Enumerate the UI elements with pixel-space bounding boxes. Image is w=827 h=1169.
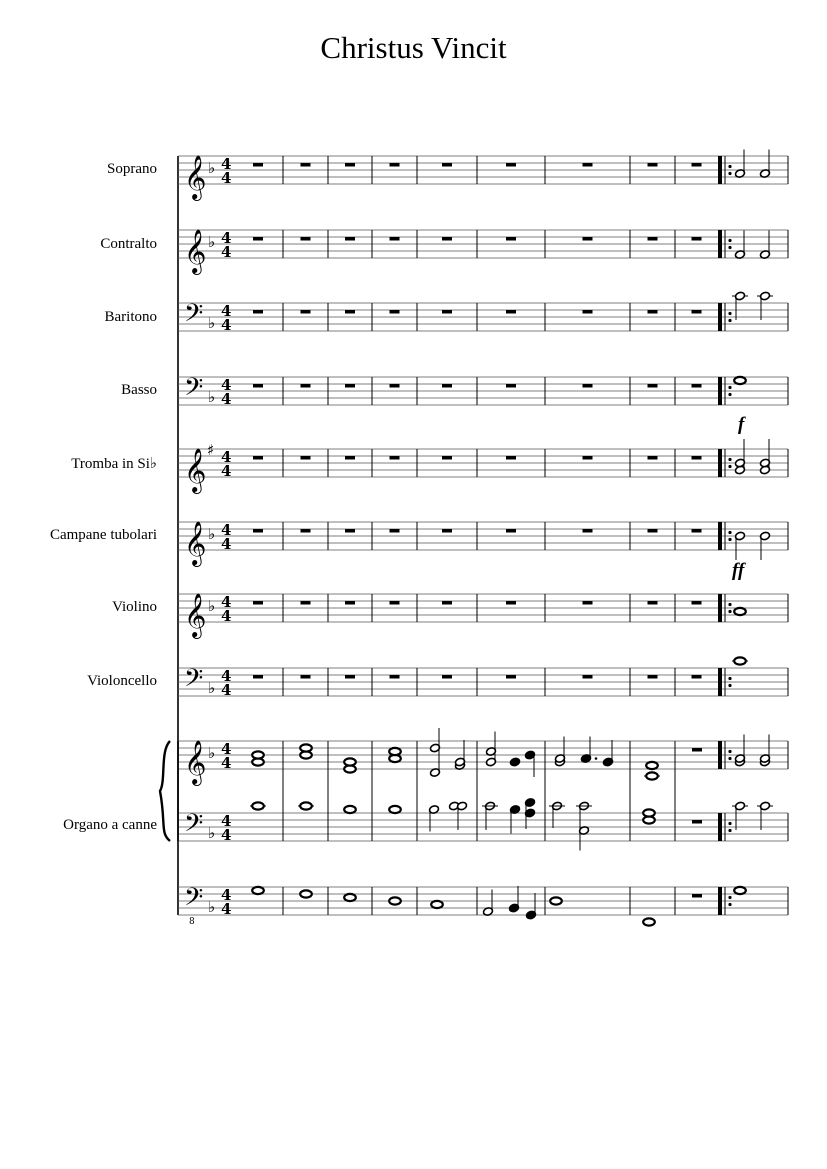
whole-note	[344, 806, 356, 813]
octave-8-mark: 8	[189, 917, 195, 927]
whole-rest	[583, 529, 593, 533]
repeat-dot	[728, 165, 731, 168]
time-sig-bottom: 4	[221, 900, 232, 918]
time-sig-bottom: 4	[221, 390, 232, 408]
bass-clef-icon: 𝄢	[184, 664, 204, 699]
whole-rest	[253, 675, 263, 679]
whole-rest	[345, 237, 355, 241]
whole-rest	[442, 456, 452, 460]
whole-rest	[692, 529, 702, 533]
staff-label-violino: Violino	[112, 599, 157, 615]
whole-rest	[648, 456, 658, 460]
whole-rest	[345, 310, 355, 314]
time-sig-top: 4	[221, 886, 232, 904]
repeat-dot	[728, 319, 731, 322]
time-sig-top: 4	[221, 593, 232, 611]
repeat-dot	[728, 458, 731, 461]
whole-rest	[301, 675, 311, 679]
whole-rest	[253, 163, 263, 167]
key-flat-icon: ♭	[208, 898, 216, 916]
repeat-dot	[728, 386, 731, 389]
whole-rest	[390, 675, 400, 679]
quarter-note	[510, 757, 521, 767]
key-flat-icon: ♭	[208, 159, 216, 177]
whole-rest	[692, 456, 702, 460]
whole-note	[734, 887, 746, 894]
whole-rest	[253, 529, 263, 533]
whole-note	[643, 809, 655, 816]
treble-clef-icon: 𝄞	[184, 593, 207, 637]
whole-rest	[301, 310, 311, 314]
repeat-dot	[728, 531, 731, 534]
whole-rest	[583, 675, 593, 679]
whole-rest	[442, 163, 452, 167]
repeat-thick-bar	[718, 449, 722, 477]
whole-rest	[692, 675, 702, 679]
repeat-thick-bar	[718, 303, 722, 331]
repeat-dot	[728, 896, 731, 899]
whole-rest	[442, 675, 452, 679]
repeat-dot	[728, 239, 731, 242]
whole-rest	[253, 310, 263, 314]
whole-rest	[301, 601, 311, 605]
time-sig-bottom: 4	[221, 681, 232, 699]
whole-rest	[583, 310, 593, 314]
score-title: Christus Vincit	[320, 30, 507, 65]
whole-rest	[506, 675, 516, 679]
whole-rest	[648, 163, 658, 167]
whole-rest	[506, 456, 516, 460]
time-sig-bottom: 4	[221, 243, 232, 261]
whole-rest	[442, 384, 452, 388]
time-sig-top: 4	[221, 740, 232, 758]
key-flat-icon: ♭	[208, 388, 216, 406]
repeat-dot	[728, 465, 731, 468]
repeat-thick-bar	[718, 594, 722, 622]
whole-rest	[506, 384, 516, 388]
whole-note	[389, 806, 401, 813]
whole-rest	[442, 601, 452, 605]
whole-rest	[506, 310, 516, 314]
whole-note	[550, 897, 562, 904]
treble-clef-icon: 𝄞	[184, 155, 207, 199]
repeat-dot	[728, 684, 731, 687]
staff-label-contralto: Contralto	[100, 236, 157, 252]
whole-rest	[390, 237, 400, 241]
time-sig-top: 4	[221, 302, 232, 320]
whole-note	[389, 897, 401, 904]
staff-label-tromba: Tromba in Si♭	[71, 456, 157, 472]
whole-rest	[692, 237, 702, 241]
key-flat-icon: ♭	[208, 314, 216, 332]
time-sig-bottom: 4	[221, 462, 232, 480]
whole-rest	[253, 456, 263, 460]
whole-rest	[506, 601, 516, 605]
whole-rest	[506, 163, 516, 167]
whole-rest	[390, 310, 400, 314]
whole-rest	[253, 601, 263, 605]
whole-rest	[390, 384, 400, 388]
organ-brace-icon	[160, 741, 170, 841]
whole-rest	[390, 601, 400, 605]
bass-clef-icon: 𝄢	[184, 883, 204, 918]
repeat-dot	[728, 757, 731, 760]
whole-note	[300, 744, 312, 751]
repeat-thick-bar	[718, 668, 722, 696]
key-flat-icon: ♭	[208, 744, 216, 762]
time-sig-top: 4	[221, 521, 232, 539]
staff-label-soprano: Soprano	[107, 161, 157, 177]
repeat-thick-bar	[718, 377, 722, 405]
bass-clef-icon: 𝄢	[184, 299, 204, 334]
whole-rest	[583, 163, 593, 167]
whole-rest	[506, 237, 516, 241]
whole-note	[431, 901, 443, 908]
key-flat-icon: ♭	[208, 233, 216, 251]
repeat-thick-bar	[718, 230, 722, 258]
time-sig-top: 4	[221, 812, 232, 830]
whole-rest	[648, 237, 658, 241]
treble-clef-icon: 𝄞	[184, 521, 207, 565]
whole-note	[252, 887, 264, 894]
repeat-dot	[728, 172, 731, 175]
whole-rest	[301, 237, 311, 241]
repeat-thick-bar	[718, 887, 722, 915]
repeat-dot	[728, 246, 731, 249]
whole-rest	[390, 163, 400, 167]
whole-rest	[583, 601, 593, 605]
whole-rest	[390, 456, 400, 460]
dynamic-fortissimo: ff	[732, 560, 745, 581]
whole-rest	[692, 384, 702, 388]
key-flat-icon: ♭	[208, 597, 216, 615]
repeat-dot	[728, 750, 731, 753]
whole-note	[734, 608, 746, 615]
whole-rest	[301, 529, 311, 533]
whole-note	[252, 802, 264, 809]
repeat-dot	[728, 538, 731, 541]
key-flat-icon: ♭	[208, 824, 216, 842]
repeat-thick-bar	[718, 741, 722, 769]
treble-clef-icon: 𝄞	[184, 229, 207, 273]
dynamic-forte: f	[738, 414, 745, 435]
repeat-dot	[728, 393, 731, 396]
time-sig-top: 4	[221, 229, 232, 247]
whole-rest	[583, 456, 593, 460]
key-sharp-icon: ♯	[207, 441, 215, 459]
repeat-dot	[728, 829, 731, 832]
treble-clef-icon: 𝄞	[184, 740, 207, 784]
whole-note	[643, 918, 655, 925]
repeat-dot	[728, 822, 731, 825]
whole-note	[646, 772, 658, 779]
whole-note	[300, 802, 312, 809]
repeat-thick-bar	[718, 522, 722, 550]
whole-note	[734, 377, 746, 384]
whole-rest	[345, 529, 355, 533]
whole-note	[344, 894, 356, 901]
staff-label-violoncello: Violoncello	[87, 673, 157, 689]
whole-rest	[301, 163, 311, 167]
time-sig-bottom: 4	[221, 169, 232, 187]
bass-clef-icon: 𝄢	[184, 373, 204, 408]
treble-clef-icon: 𝄞	[184, 448, 207, 492]
whole-rest	[253, 237, 263, 241]
whole-note	[344, 758, 356, 765]
time-sig-bottom: 4	[221, 754, 232, 772]
whole-rest	[345, 384, 355, 388]
key-flat-icon: ♭	[208, 525, 216, 543]
key-flat-icon: ♭	[208, 679, 216, 697]
whole-rest	[301, 384, 311, 388]
whole-rest	[648, 310, 658, 314]
whole-rest	[345, 456, 355, 460]
repeat-dot	[728, 677, 731, 680]
whole-rest	[390, 529, 400, 533]
repeat-dot	[728, 312, 731, 315]
whole-note	[300, 890, 312, 897]
whole-rest	[692, 310, 702, 314]
time-sig-top: 4	[221, 667, 232, 685]
staff-label-baritono: Baritono	[104, 309, 157, 325]
whole-rest	[692, 748, 702, 752]
whole-rest	[442, 237, 452, 241]
whole-rest	[692, 894, 702, 898]
whole-rest	[301, 456, 311, 460]
whole-rest	[345, 675, 355, 679]
whole-rest	[692, 163, 702, 167]
staff-label-campane: Campane tubolari	[49, 527, 157, 543]
time-sig-top: 4	[221, 155, 232, 173]
bass-clef-icon: 𝄢	[184, 809, 204, 844]
whole-rest	[345, 601, 355, 605]
whole-rest	[692, 820, 702, 824]
whole-note	[646, 762, 658, 769]
whole-rest	[442, 310, 452, 314]
dot	[595, 757, 598, 760]
whole-rest	[648, 384, 658, 388]
repeat-dot	[728, 603, 731, 606]
whole-rest	[648, 601, 658, 605]
repeat-dot	[728, 903, 731, 906]
staff-label-basso: Basso	[121, 382, 157, 398]
whole-rest	[345, 163, 355, 167]
time-sig-top: 4	[221, 376, 232, 394]
whole-rest	[442, 529, 452, 533]
whole-rest	[583, 384, 593, 388]
whole-rest	[648, 529, 658, 533]
whole-rest	[648, 675, 658, 679]
whole-rest	[692, 601, 702, 605]
whole-rest	[506, 529, 516, 533]
time-sig-top: 4	[221, 448, 232, 466]
repeat-thick-bar	[718, 813, 722, 841]
time-sig-bottom: 4	[221, 826, 232, 844]
whole-rest	[253, 384, 263, 388]
time-sig-bottom: 4	[221, 316, 232, 334]
time-sig-bottom: 4	[221, 535, 232, 553]
time-sig-bottom: 4	[221, 607, 232, 625]
repeat-thick-bar	[718, 156, 722, 184]
whole-rest	[583, 237, 593, 241]
repeat-dot	[728, 610, 731, 613]
whole-note	[734, 657, 746, 664]
whole-note	[389, 748, 401, 755]
whole-note	[252, 751, 264, 758]
staff-label-organo: Organo a canne	[63, 817, 157, 833]
